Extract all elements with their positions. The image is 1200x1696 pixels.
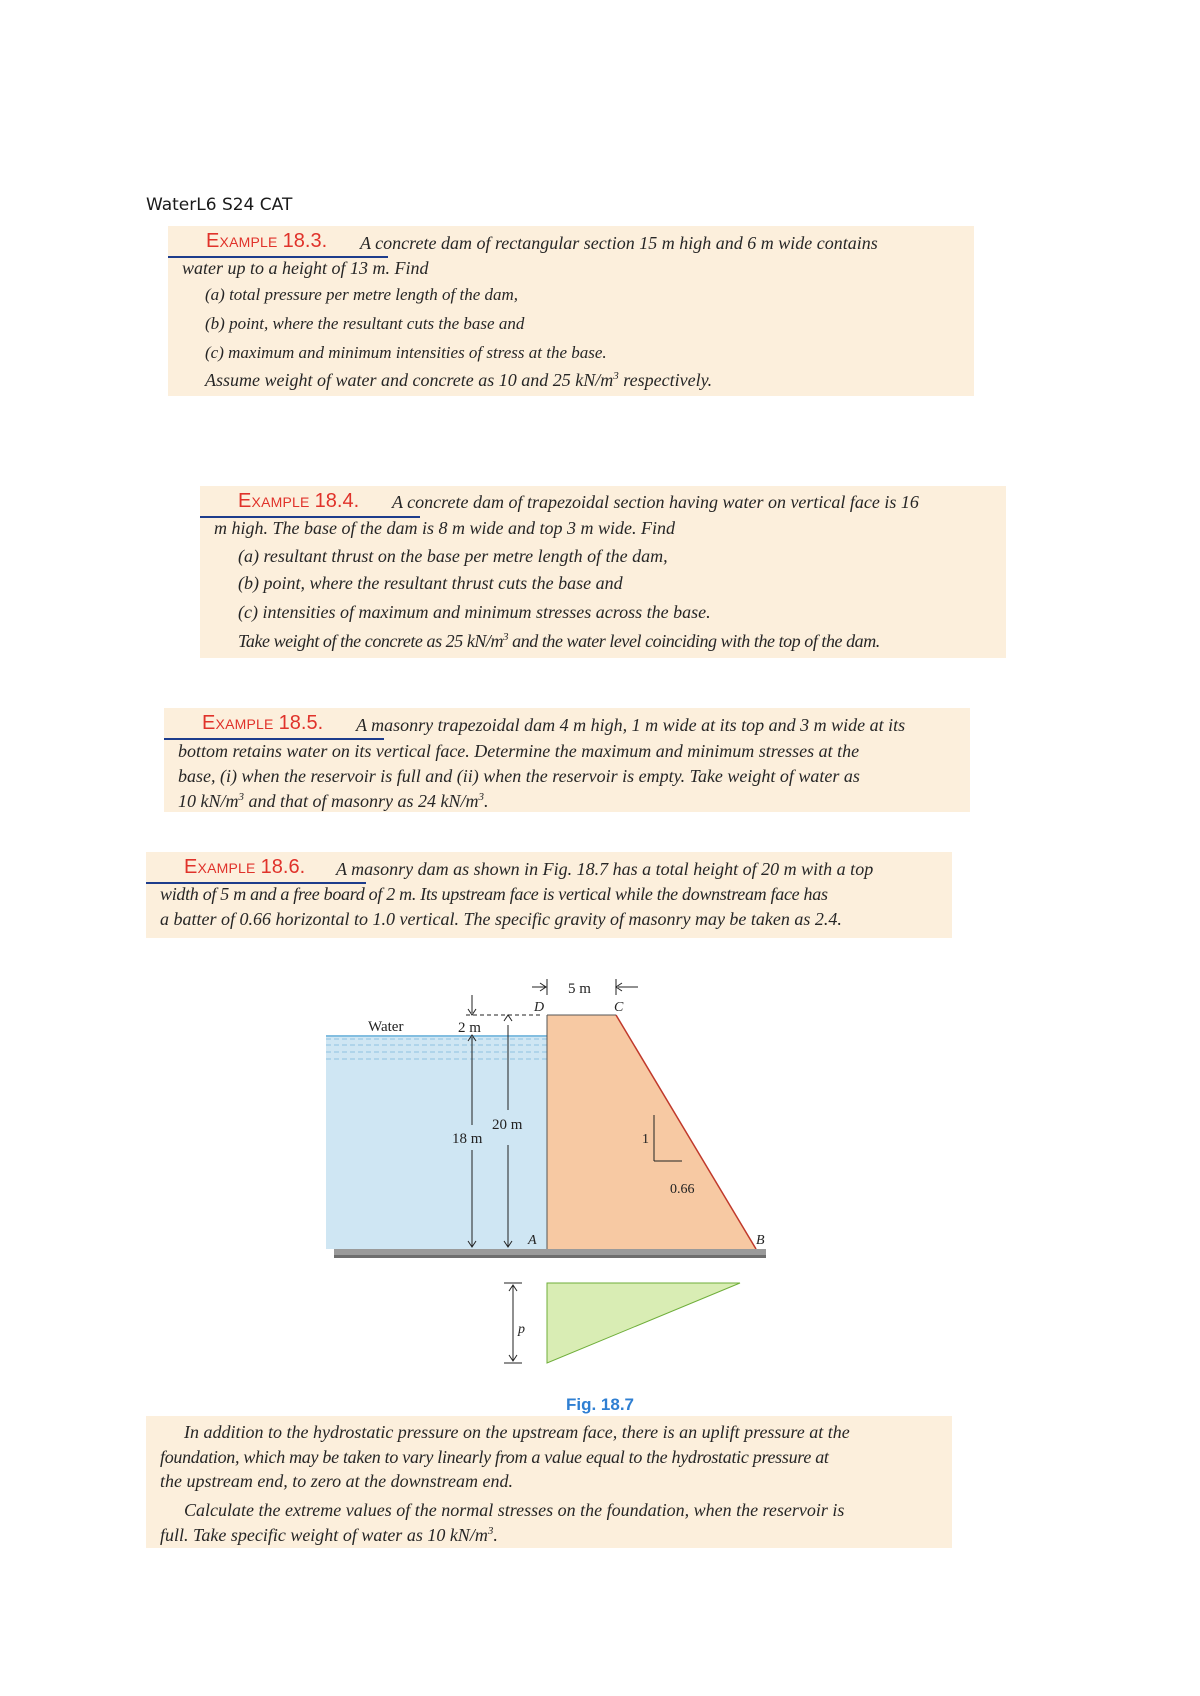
example-18-6-line-3: a batter of 0.66 horizontal to 1.0 vertical. The specific gravity of masonry may be taken as 2.4. bbox=[160, 909, 842, 929]
uplift-pressure-diagram bbox=[547, 1283, 740, 1363]
example-18-3-line-1: A concrete dam of rectangular section 15 m high and 6 m wide contains bbox=[360, 233, 878, 253]
point-b-label: B bbox=[756, 1233, 765, 1248]
example-label: Example bbox=[206, 230, 278, 252]
example-18-6-para-1-line-2: foundation, which may be taken to vary linearly from a value equal to the hydrostatic pressure at bbox=[160, 1447, 829, 1467]
foundation-shadow bbox=[334, 1255, 766, 1258]
total-height-label: 20 m bbox=[492, 1117, 523, 1133]
document-title: WaterL6 S24 CAT bbox=[146, 195, 293, 215]
dam-section bbox=[547, 1015, 756, 1249]
freeboard-label: 2 m bbox=[458, 1020, 481, 1036]
point-c-label: C bbox=[614, 1000, 624, 1015]
batter-vertical-label: 1 bbox=[642, 1132, 649, 1147]
example-18-3-item-b: (b) point, where the resultant cuts the base and bbox=[205, 314, 525, 333]
example-18-3-line-2: water up to a height of 13 m. Find bbox=[182, 258, 429, 278]
example-18-6-para-1-line-1: In addition to the hydrostatic pressure on the upstream face, there is an uplift pressure at the bbox=[184, 1422, 850, 1442]
example-18-6-para-2-line-2: full. Take specific weight of water as 10 $kN/m^3$. bbox=[160, 1525, 498, 1545]
example-18-5-line-2: bottom retains water on its vertical face. Determine the maximum and minimum stresses at the bbox=[178, 741, 860, 761]
example-18-5-line-1: A masonry trapezoidal dam 4 m high, 1 m wide at its top and 3 m wide at its bbox=[356, 715, 906, 735]
example-number: 18.6. bbox=[260, 856, 306, 878]
batter-horizontal-label: 0.66 bbox=[670, 1182, 695, 1197]
example-18-4-line-1: A concrete dam of trapezoidal section having water on vertical face is 16 bbox=[392, 492, 919, 512]
example-18-4-item-c: (c) intensities of maximum and minimum stresses across the base. bbox=[238, 602, 711, 622]
example-18-3-item-a: (a) total pressure per metre length of the dam, bbox=[205, 285, 519, 304]
example-label: Example bbox=[202, 712, 274, 734]
example-18-3-assume: Assume weight of water and concrete as 10 and 25 $kN/m^3$ respectively. bbox=[205, 370, 713, 390]
example-number: 18.5. bbox=[278, 712, 324, 734]
water-label: Water bbox=[368, 1019, 404, 1035]
example-18-4-item-b: (b) point, where the resultant thrust cuts the base and bbox=[238, 573, 623, 593]
example-18-6-line-2: width of 5 m and a free board of 2 m. Its upstream face is vertical while the downstream face has bbox=[160, 884, 828, 904]
example-18-4-take: Take weight of the concrete as 25 $kN/m^3$ and the water level coinciding with the top of the dam. bbox=[238, 631, 880, 651]
example-18-5-line-4: 10 $kN/m^3$ and that of masonry as 24 $kN/m^3$. bbox=[178, 791, 489, 811]
example-number: 18.3. bbox=[282, 230, 328, 252]
water-body bbox=[326, 1037, 547, 1249]
example-18-5-line-3: base, (i) when the reservoir is full and (ii) when the reservoir is empty. Take weight of water as bbox=[178, 766, 860, 786]
point-d-label: D bbox=[534, 1000, 545, 1015]
example-18-4-item-a: (a) resultant thrust on the base per metre length of the dam, bbox=[238, 546, 668, 566]
example-label: Example bbox=[238, 490, 310, 512]
example-18-4-line-2: m high. The base of the dam is 8 m wide and top 3 m wide. Find bbox=[214, 518, 675, 538]
dam-figure bbox=[320, 965, 790, 1385]
example-18-3-item-c: (c) maximum and minimum intensities of stress at the base. bbox=[205, 343, 607, 362]
example-18-4-heading bbox=[200, 490, 420, 518]
water-depth-label: 18 m bbox=[452, 1131, 483, 1147]
point-a-label: A bbox=[528, 1233, 537, 1248]
example-18-3-heading bbox=[168, 230, 388, 258]
figure-caption: Fig. 18.7 bbox=[565, 1395, 635, 1414]
example-label: Example bbox=[184, 856, 256, 878]
example-18-6-heading bbox=[146, 856, 366, 884]
example-18-6-para-1-line-3: the upstream end, to zero at the downstream end. bbox=[160, 1471, 513, 1491]
top-width-label: 5 m bbox=[568, 981, 591, 997]
example-18-6-line-1: A masonry dam as shown in Fig. 18.7 has a total height of 20 m with a top bbox=[336, 859, 874, 879]
example-18-5-heading bbox=[164, 712, 384, 740]
example-number: 18.4. bbox=[314, 490, 360, 512]
uplift-label: p bbox=[518, 1322, 525, 1337]
example-18-6-para-2-line-1: Calculate the extreme values of the normal stresses on the foundation, when the reservoir is bbox=[184, 1500, 845, 1520]
